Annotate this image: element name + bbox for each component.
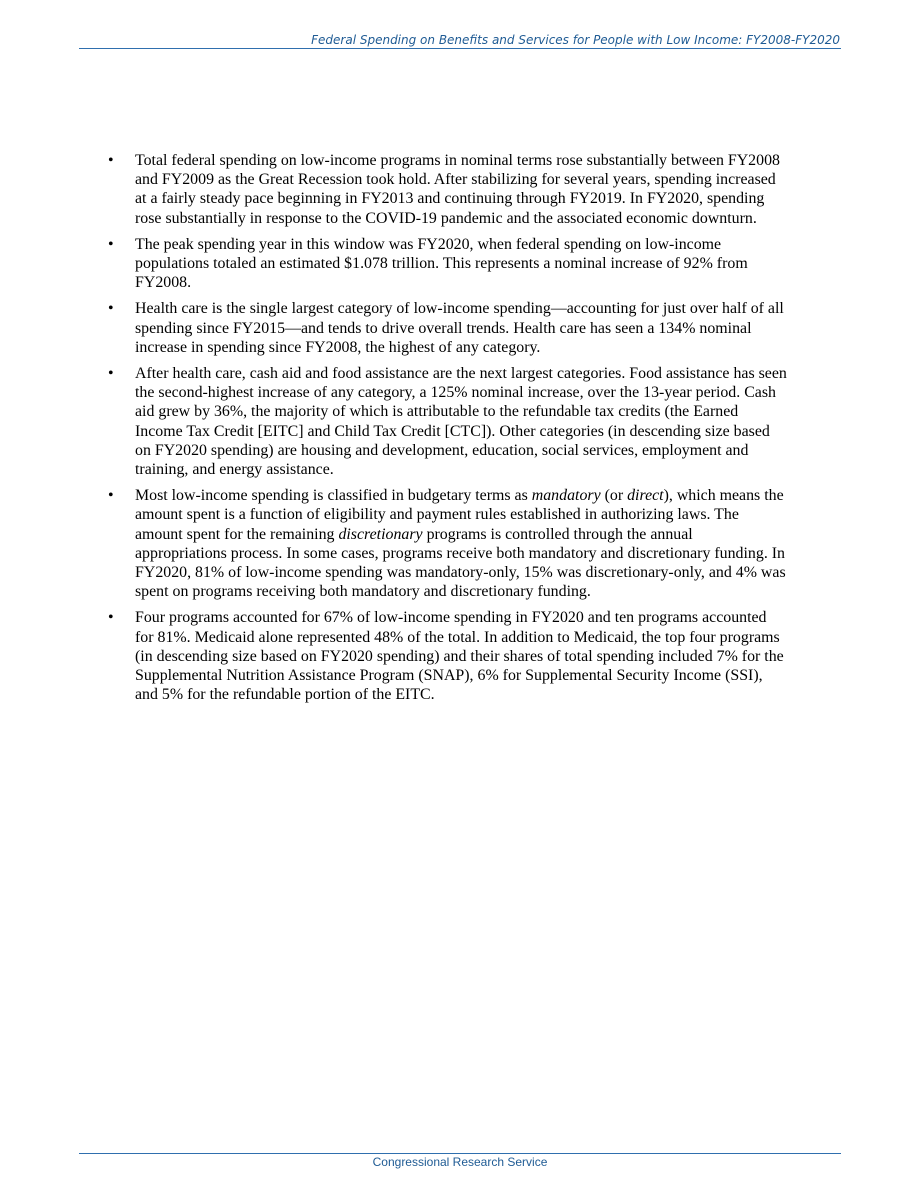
list-item	[105, 299, 788, 357]
bullet-text: After health care, cash aid and food assistance are the next largest categories. Food assistance has seen the second-highest increase of any category, a 125% nominal increase, over the 13-year period. Cash aid grew by 36%, the majority of which is attributable to the refundable tax credits (the Earned Income Tax Credit [EITC] and Child Tax Credit [CTC]). Other categories (in descending size based on FY2020 spending) are housing and development, education, social services, employment and training, and energy assistance.	[135, 365, 787, 479]
bullet-icon: •	[108, 609, 114, 627]
bullet-text: Health care is the single largest category of low-income spending—accounting for just over half of all spending since FY2015—and tends to drive overall trends. Health care has seen a 134% nominal increase in spending since FY2008, the highest of any category.	[135, 300, 784, 356]
running-header-title: Federal Spending on Benefits and Services for People with Low Income: FY2008-FY2020	[311, 33, 840, 47]
bullet-text: Four programs accounted for 67% of low-income spending in FY2020 and ten programs accounted for 81%. Medicaid alone represented 48% of the total. In addition to Medicaid, the top four programs (in descending size based on FY2020 spending) and their shares of total spending included 7% for the Supplemental Nutrition Assistance Program (SNAP), 6% for Supplemental Security Income (SSI), and 5% for the refundable portion of the EITC.	[135, 609, 784, 704]
footer-divider	[79, 1153, 841, 1154]
italic-term: direct	[627, 487, 664, 505]
italic-term: mandatory	[531, 487, 601, 505]
bullet-text: The peak spending year in this window was FY2020, when federal spending on low-income populations totaled an estimated $1.078 trillion. This represents a nominal increase of 92% from FY2008.	[135, 235, 748, 292]
key-findings-list	[105, 151, 788, 711]
header-divider	[79, 48, 841, 49]
list-item	[105, 151, 788, 228]
list-item	[105, 608, 788, 704]
bullet-text: Most low-income spending is classified in budgetary terms as mandatory (or direct), which means the amount spent is a function of eligibility and payment rules established in authorizing laws. The amount spent for the remaining discretionary programs is controlled through the annual appropriations process. In some cases, programs receive both mandatory and discretionary funding. In FY2020, 81% of low-income spending was mandatory-only, 15% was discretionary-only, and 4% was spent on programs receiving both mandatory and discretionary funding.	[135, 487, 786, 601]
list-item	[105, 235, 788, 293]
footer-publisher: Congressional Research Service	[372, 1155, 548, 1169]
list-item	[105, 486, 788, 601]
bullet-icon: •	[108, 487, 114, 505]
list-item	[105, 364, 788, 479]
bullet-icon: •	[108, 300, 114, 318]
bullet-icon: •	[108, 235, 114, 253]
bullet-text: Total federal spending on low-income programs in nominal terms rose substantially between FY2008 and FY2009 as the Great Recession took hold. After stabilizing for several years, spending increased at a fairly steady pace beginning in FY2013 and continuing through FY2019. In FY2020, spending rose substantially in response to the COVID-19 pandemic and the associated economic downturn.	[135, 152, 780, 227]
italic-term: discretionary	[338, 525, 423, 543]
bullet-icon: •	[108, 365, 114, 383]
bullet-icon: •	[108, 152, 114, 169]
